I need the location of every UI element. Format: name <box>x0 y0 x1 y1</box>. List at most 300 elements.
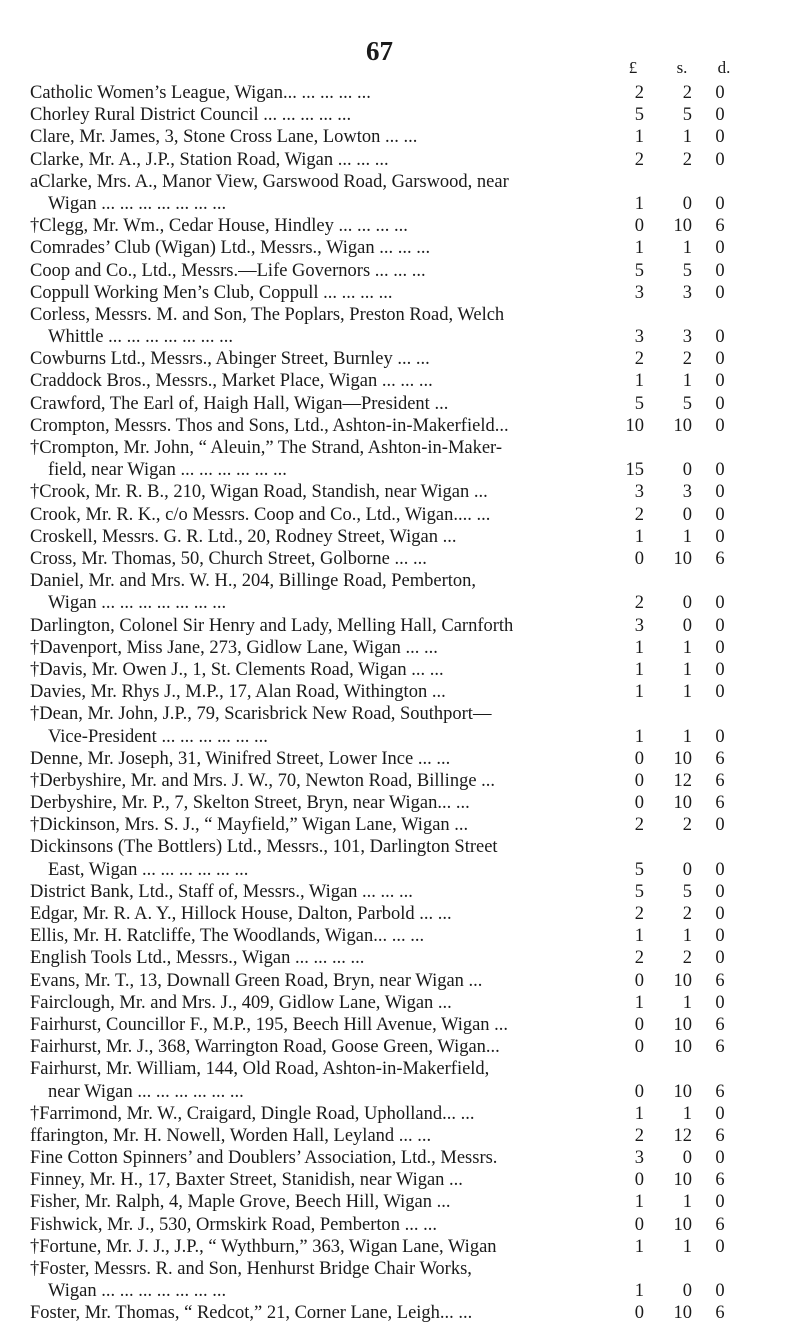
subscriber-name <box>30 393 616 415</box>
shillings-value: 2 <box>682 948 692 969</box>
pence-value: 0 <box>715 1192 725 1213</box>
pounds-value: 2 <box>634 1125 644 1146</box>
subscriber-line: English Tools Ltd., Messrs., Wigan ... ... ... ... <box>30 948 365 969</box>
subscriber-name <box>30 748 616 770</box>
subscriber-line: Dickinsons (The Bottlers) Ltd., Messrs., 101, Darlington Street <box>30 837 498 858</box>
pence-value: 6 <box>715 748 725 769</box>
pence-value: 0 <box>715 1103 725 1124</box>
list-item <box>30 171 770 215</box>
subscriber-line: Davies, Mr. Rhys J., M.P., 17, Alan Road, Withington ... <box>30 682 446 703</box>
subscriber-line: Derbyshire, Mr. P., 7, Skelton Street, Bryn, near Wigan... ... <box>30 793 470 814</box>
subscriber-line: †Derbyshire, Mr. and Mrs. J. W., 70, Newton Road, Billinge ... <box>30 770 496 791</box>
subscriber-line: †Crook, Mr. R. B., 210, Wigan Road, Standish, near Wigan ... <box>30 482 488 503</box>
pounds-value: 0 <box>634 1081 644 1102</box>
list-item <box>30 548 770 570</box>
pounds-value: 0 <box>634 970 644 991</box>
amount <box>622 459 750 481</box>
subscriber-line: Denne, Mr. Joseph, 31, Winifred Street, Lower Ince ... ... <box>30 748 451 769</box>
list-item <box>30 1236 770 1258</box>
amount <box>622 149 750 171</box>
pounds-value: 1 <box>634 371 644 392</box>
list-item <box>30 393 770 415</box>
pounds-value: 5 <box>634 859 644 880</box>
amount <box>622 393 750 415</box>
amount <box>622 282 750 304</box>
amount <box>622 126 750 148</box>
pounds-value: 1 <box>634 992 644 1013</box>
subscriber-line: Catholic Women’s League, Wigan... ... ... ... ... <box>30 83 371 103</box>
pence-value: 0 <box>715 904 725 925</box>
list-item <box>30 1058 770 1102</box>
pounds-value: 0 <box>634 216 644 237</box>
list-item <box>30 415 770 437</box>
amount <box>622 1147 750 1169</box>
subscriber-name <box>30 1302 616 1324</box>
amount <box>622 859 750 881</box>
list-item <box>30 1258 770 1302</box>
subscriber-line: Fine Cotton Spinners’ and Doublers’ Association, Ltd., Messrs. <box>30 1148 498 1169</box>
pence-value: 0 <box>715 371 725 392</box>
pence-value: 6 <box>715 1170 725 1191</box>
subscriber-name <box>30 570 616 614</box>
list-item <box>30 1302 770 1324</box>
amount <box>622 481 750 503</box>
subscriber-line: Finney, Mr. H., 17, Baxter Street, Stanidish, near Wigan ... <box>30 1170 463 1191</box>
pounds-value: 0 <box>634 548 644 569</box>
shillings-value: 10 <box>673 1081 692 1102</box>
pence-value: 6 <box>715 970 725 991</box>
pounds-value: 2 <box>634 904 644 925</box>
shillings-value: 2 <box>682 349 692 370</box>
subscriber-line: †Davis, Mr. Owen J., 1, St. Clements Road, Wigan ... ... <box>30 659 444 680</box>
amount <box>622 903 750 925</box>
list-item <box>30 1014 770 1036</box>
pounds-value: 0 <box>634 1303 644 1324</box>
pence-value: 6 <box>715 1014 725 1035</box>
shillings-value: 1 <box>682 926 692 947</box>
pounds-value: 2 <box>634 83 644 103</box>
pounds-value: 5 <box>634 260 644 281</box>
shillings-value: 0 <box>682 504 692 525</box>
pence-value: 0 <box>715 460 725 481</box>
subscriber-line: aClarke, Mrs. A., Manor View, Garswood Road, Garswood, near <box>30 171 509 192</box>
pence-value: 0 <box>715 615 725 636</box>
pence-value: 6 <box>715 1303 725 1324</box>
subscriber-name <box>30 1036 616 1058</box>
shillings-value: 0 <box>682 1148 692 1169</box>
subscriber-line: ffarington, Mr. H. Nowell, Worden Hall, Leyland ... ... <box>30 1125 432 1146</box>
shillings-value: 2 <box>682 83 692 103</box>
amount <box>622 415 750 437</box>
pounds-value: 1 <box>634 637 644 658</box>
pounds-value: 1 <box>634 1192 644 1213</box>
amount <box>622 326 750 348</box>
pence-value: 6 <box>715 548 725 569</box>
pence-value: 6 <box>715 770 725 791</box>
subscriber-name <box>30 237 616 259</box>
subscriber-line: †Fortune, Mr. J. J., J.P., “ Wythburn,” 363, Wigan Lane, Wigan <box>30 1236 497 1257</box>
shillings-header: s. <box>676 58 688 77</box>
pounds-value: 1 <box>634 1281 644 1302</box>
subscriber-line-continued: Whittle ... ... ... ... ... ... ... <box>48 327 233 348</box>
subscriber-name <box>30 903 616 925</box>
amount <box>622 1081 750 1103</box>
pence-value: 0 <box>715 948 725 969</box>
list-item <box>30 792 770 814</box>
pence-value: 0 <box>715 815 725 836</box>
shillings-value: 5 <box>682 393 692 414</box>
pence-value: 0 <box>715 992 725 1013</box>
list-item <box>30 1147 770 1169</box>
list-item <box>30 770 770 792</box>
pence-value: 0 <box>715 926 725 947</box>
pounds-value: 2 <box>634 349 644 370</box>
subscriber-line: Edgar, Mr. R. A. Y., Hillock House, Dalton, Parbold ... ... <box>30 904 452 925</box>
shillings-value: 0 <box>682 1281 692 1302</box>
pounds-value: 1 <box>634 526 644 547</box>
subscriber-name <box>30 548 616 570</box>
pounds-value: 5 <box>634 105 644 126</box>
pounds-header: £ <box>628 58 638 77</box>
subscriber-name <box>30 992 616 1014</box>
subscriber-line: Fairhurst, Councillor F., M.P., 195, Beech Hill Avenue, Wigan ... <box>30 1014 509 1035</box>
shillings-value: 5 <box>682 881 692 902</box>
shillings-value: 5 <box>682 105 692 126</box>
shillings-value: 12 <box>673 770 692 791</box>
list-item <box>30 82 770 104</box>
subscriber-name <box>30 637 616 659</box>
amount <box>622 260 750 282</box>
pounds-value: 5 <box>634 881 644 902</box>
shillings-value: 10 <box>673 1170 692 1191</box>
pence-value: 0 <box>715 415 725 436</box>
shillings-value: 1 <box>682 238 692 259</box>
list-item <box>30 836 770 880</box>
list-item <box>30 260 770 282</box>
subscriber-name <box>30 260 616 282</box>
amount <box>622 1214 750 1236</box>
subscriber-name <box>30 149 616 171</box>
pounds-value: 2 <box>634 593 644 614</box>
shillings-value: 1 <box>682 637 692 658</box>
amount <box>622 1236 750 1258</box>
subscriber-line: Clarke, Mr. A., J.P., Station Road, Wigan ... ... ... <box>30 149 389 170</box>
shillings-value: 5 <box>682 260 692 281</box>
list-item <box>30 659 770 681</box>
amount <box>622 348 750 370</box>
list-item <box>30 703 770 747</box>
shillings-value: 3 <box>682 327 692 348</box>
list-item <box>30 570 770 614</box>
shillings-value: 1 <box>682 1103 692 1124</box>
subscriber-line: Croskell, Messrs. G. R. Ltd., 20, Rodney Street, Wigan ... <box>30 526 457 547</box>
pence-value: 6 <box>715 216 725 237</box>
pounds-value: 3 <box>634 282 644 303</box>
subscriber-line: Chorley Rural District Council ... ... ... ... ... <box>30 105 352 126</box>
shillings-value: 1 <box>682 526 692 547</box>
list-item <box>30 814 770 836</box>
list-item <box>30 481 770 503</box>
list-item <box>30 437 770 481</box>
pounds-value: 1 <box>634 726 644 747</box>
pence-value: 0 <box>715 482 725 503</box>
subscriber-name <box>30 947 616 969</box>
subscriber-line: †Davenport, Miss Jane, 273, Gidlow Lane, Wigan ... ... <box>30 637 438 658</box>
pence-value: 0 <box>715 238 725 259</box>
subscriber-name <box>30 1125 616 1147</box>
amount <box>622 1169 750 1191</box>
shillings-value: 0 <box>682 193 692 214</box>
subscriber-name <box>30 1103 616 1125</box>
subscriber-name <box>30 1214 616 1236</box>
pounds-value: 1 <box>634 659 644 680</box>
subscriber-line-continued: Wigan ... ... ... ... ... ... ... <box>48 193 227 214</box>
subscriber-name <box>30 814 616 836</box>
amount <box>622 370 750 392</box>
amount <box>622 104 750 126</box>
pounds-value: 1 <box>634 1236 644 1257</box>
subscriber-name <box>30 348 616 370</box>
shillings-value: 1 <box>682 371 692 392</box>
shillings-value: 10 <box>673 216 692 237</box>
amount <box>622 193 750 215</box>
pounds-value: 0 <box>634 1014 644 1035</box>
subscriber-line: Crawford, The Earl of, Haigh Hall, Wigan—President ... <box>30 393 449 414</box>
list-item <box>30 903 770 925</box>
subscriber-name <box>30 1258 616 1302</box>
subscriber-name <box>30 836 616 880</box>
shillings-value: 2 <box>682 815 692 836</box>
list-item <box>30 282 770 304</box>
subscriber-name <box>30 925 616 947</box>
pounds-value: 1 <box>634 682 644 703</box>
shillings-value: 0 <box>682 460 692 481</box>
amount <box>622 1125 750 1147</box>
subscriber-name <box>30 1058 616 1102</box>
amount <box>622 1191 750 1213</box>
pounds-value: 1 <box>634 127 644 148</box>
list-item <box>30 615 770 637</box>
subscriber-name <box>30 615 616 637</box>
pounds-value: 1 <box>634 238 644 259</box>
pence-value: 0 <box>715 349 725 370</box>
shillings-value: 2 <box>682 904 692 925</box>
shillings-value: 10 <box>673 1037 692 1058</box>
shillings-value: 12 <box>673 1125 692 1146</box>
amount <box>622 1280 750 1302</box>
subscriber-name <box>30 104 616 126</box>
shillings-value: 10 <box>673 748 692 769</box>
pounds-value: 0 <box>634 1037 644 1058</box>
pence-header: d. <box>717 58 731 77</box>
subscriber-line: Crompton, Messrs. Thos and Sons, Ltd., Ashton-in-Makerfield... <box>30 415 509 436</box>
pence-value: 0 <box>715 593 725 614</box>
shillings-value: 0 <box>682 593 692 614</box>
pounds-value: 10 <box>625 415 644 436</box>
amount <box>622 681 750 703</box>
shillings-value: 0 <box>682 615 692 636</box>
shillings-value: 3 <box>682 282 692 303</box>
pence-value: 0 <box>715 881 725 902</box>
list-item <box>30 748 770 770</box>
subscriber-name <box>30 282 616 304</box>
list-item <box>30 348 770 370</box>
amount <box>622 881 750 903</box>
subscriber-line: Craddock Bros., Messrs., Market Place, Wigan ... ... ... <box>30 371 433 392</box>
pounds-value: 0 <box>634 793 644 814</box>
list-item <box>30 304 770 348</box>
subscriber-name <box>30 415 616 437</box>
pence-value: 0 <box>715 393 725 414</box>
shillings-value: 10 <box>673 793 692 814</box>
list-item <box>30 681 770 703</box>
amount <box>622 992 750 1014</box>
amount <box>622 970 750 992</box>
pounds-value: 2 <box>634 149 644 170</box>
shillings-value: 1 <box>682 127 692 148</box>
amount <box>622 792 750 814</box>
subscriber-name <box>30 792 616 814</box>
subscriber-name <box>30 504 616 526</box>
subscriber-line: Comrades’ Club (Wigan) Ltd., Messrs., Wigan ... ... ... <box>30 238 431 259</box>
amount <box>622 82 750 104</box>
shillings-value: 1 <box>682 682 692 703</box>
pence-value: 0 <box>715 1236 725 1257</box>
pounds-value: 1 <box>634 926 644 947</box>
subscriber-name <box>30 703 616 747</box>
subscriber-name <box>30 171 616 215</box>
subscriber-name <box>30 1236 616 1258</box>
subscriber-name <box>30 215 616 237</box>
pence-value: 6 <box>715 793 725 814</box>
subscriber-line: †Clegg, Mr. Wm., Cedar House, Hindley ... ... ... ... <box>30 216 408 237</box>
list-item <box>30 237 770 259</box>
subscriber-line-continued: East, Wigan ... ... ... ... ... ... <box>48 859 249 880</box>
amount <box>622 1302 750 1324</box>
pence-value: 0 <box>715 504 725 525</box>
subscriber-line: Ellis, Mr. H. Ratcliffe, The Woodlands, Wigan... ... ... <box>30 926 425 947</box>
subscriber-name <box>30 1014 616 1036</box>
pounds-value: 0 <box>634 748 644 769</box>
subscriber-line: Coppull Working Men’s Club, Coppull ... ... ... ... <box>30 282 393 303</box>
pence-value: 0 <box>715 637 725 658</box>
amount <box>622 659 750 681</box>
pence-value: 0 <box>715 105 725 126</box>
subscriber-name <box>30 481 616 503</box>
pounds-value: 2 <box>634 815 644 836</box>
pounds-value: 15 <box>625 460 644 481</box>
amount <box>622 814 750 836</box>
subscriber-line: Darlington, Colonel Sir Henry and Lady, Melling Hall, Carnforth <box>30 615 514 636</box>
subscriber-line-continued: near Wigan ... ... ... ... ... ... <box>48 1081 244 1102</box>
pounds-value: 5 <box>634 393 644 414</box>
pence-value: 0 <box>715 526 725 547</box>
subscriber-line: †Dickinson, Mrs. S. J., “ Mayfield,” Wigan Lane, Wigan ... <box>30 815 469 836</box>
subscriber-line: Fairclough, Mr. and Mrs. J., 409, Gidlow Lane, Wigan ... <box>30 992 452 1013</box>
list-item <box>30 370 770 392</box>
amount <box>622 726 750 748</box>
amount <box>622 1036 750 1058</box>
list-item <box>30 104 770 126</box>
pence-value: 0 <box>715 193 725 214</box>
subscriber-line: Daniel, Mr. and Mrs. W. H., 204, Billinge Road, Pemberton, <box>30 571 477 592</box>
list-item <box>30 215 770 237</box>
pounds-value: 0 <box>634 1214 644 1235</box>
subscriber-line: Evans, Mr. T., 13, Downall Green Road, Bryn, near Wigan ... <box>30 970 483 991</box>
list-item <box>30 992 770 1014</box>
subscriber-line: Cross, Mr. Thomas, 50, Church Street, Golborne ... ... <box>30 548 427 569</box>
subscriber-line: Fairhurst, Mr. J., 368, Warrington Road, Goose Green, Wigan... <box>30 1037 500 1058</box>
shillings-value: 1 <box>682 1192 692 1213</box>
amount <box>622 526 750 548</box>
subscriber-line: †Dean, Mr. John, J.P., 79, Scarisbrick New Road, Southport— <box>30 704 492 725</box>
subscriber-line: Foster, Mr. Thomas, “ Redcot,” 21, Corner Lane, Leigh... ... <box>30 1303 473 1324</box>
list-item <box>30 1214 770 1236</box>
pence-value: 6 <box>715 1125 725 1146</box>
subscriber-line: Coop and Co., Ltd., Messrs.—Life Governors ... ... ... <box>30 260 426 281</box>
pounds-value: 3 <box>634 327 644 348</box>
subscriber-line: Fisher, Mr. Ralph, 4, Maple Grove, Beech Hill, Wigan ... <box>30 1192 451 1213</box>
subscriber-line-continued: field, near Wigan ... ... ... ... ... ... <box>48 460 287 481</box>
list-item <box>30 637 770 659</box>
amount <box>622 637 750 659</box>
subscriber-name <box>30 370 616 392</box>
subscriber-name <box>30 1191 616 1213</box>
list-item <box>30 1169 770 1191</box>
subscriber-name <box>30 659 616 681</box>
amount <box>622 947 750 969</box>
shillings-value: 1 <box>682 992 692 1013</box>
shillings-value: 1 <box>682 726 692 747</box>
pence-value: 6 <box>715 1037 725 1058</box>
amount <box>622 748 750 770</box>
pence-value: 0 <box>715 127 725 148</box>
page-number: 67 <box>366 36 393 66</box>
amount <box>622 1103 750 1125</box>
shillings-value: 10 <box>673 415 692 436</box>
subscriber-name <box>30 1169 616 1191</box>
pounds-value: 1 <box>634 193 644 214</box>
subscriber-line: Cowburns Ltd., Messrs., Abinger Street, Burnley ... ... <box>30 349 430 370</box>
shillings-value: 2 <box>682 149 692 170</box>
subscriber-list <box>30 82 770 1325</box>
shillings-value: 0 <box>682 859 692 880</box>
pounds-value: 2 <box>634 948 644 969</box>
amount <box>622 592 750 614</box>
pence-value: 0 <box>715 682 725 703</box>
amount <box>622 615 750 637</box>
shillings-value: 10 <box>673 1214 692 1235</box>
subscriber-line: Corless, Messrs. M. and Son, The Poplars, Preston Road, Welch <box>30 304 505 325</box>
subscriber-line: †Farrimond, Mr. W., Craigard, Dingle Road, Upholland... ... <box>30 1103 475 1124</box>
subscriber-line-continued: Wigan ... ... ... ... ... ... ... <box>48 1281 227 1302</box>
list-item <box>30 504 770 526</box>
subscriber-name <box>30 82 616 104</box>
subscriber-line: †Foster, Messrs. R. and Son, Henhurst Bridge Chair Works, <box>30 1259 472 1280</box>
subscriber-line: Fairhurst, Mr. William, 144, Old Road, Ashton-in-Makerfield, <box>30 1059 490 1080</box>
subscriber-name <box>30 304 616 348</box>
subscriber-name <box>30 437 616 481</box>
subscriber-line: Fishwick, Mr. J., 530, Ormskirk Road, Pemberton ... ... <box>30 1214 437 1235</box>
subscriber-line-continued: Wigan ... ... ... ... ... ... ... <box>48 593 227 614</box>
list-item <box>30 1036 770 1058</box>
list-item <box>30 526 770 548</box>
pounds-value: 0 <box>634 1170 644 1191</box>
subscriber-name <box>30 970 616 992</box>
pence-value: 0 <box>715 1281 725 1302</box>
pence-value: 0 <box>715 282 725 303</box>
pence-value: 0 <box>715 149 725 170</box>
